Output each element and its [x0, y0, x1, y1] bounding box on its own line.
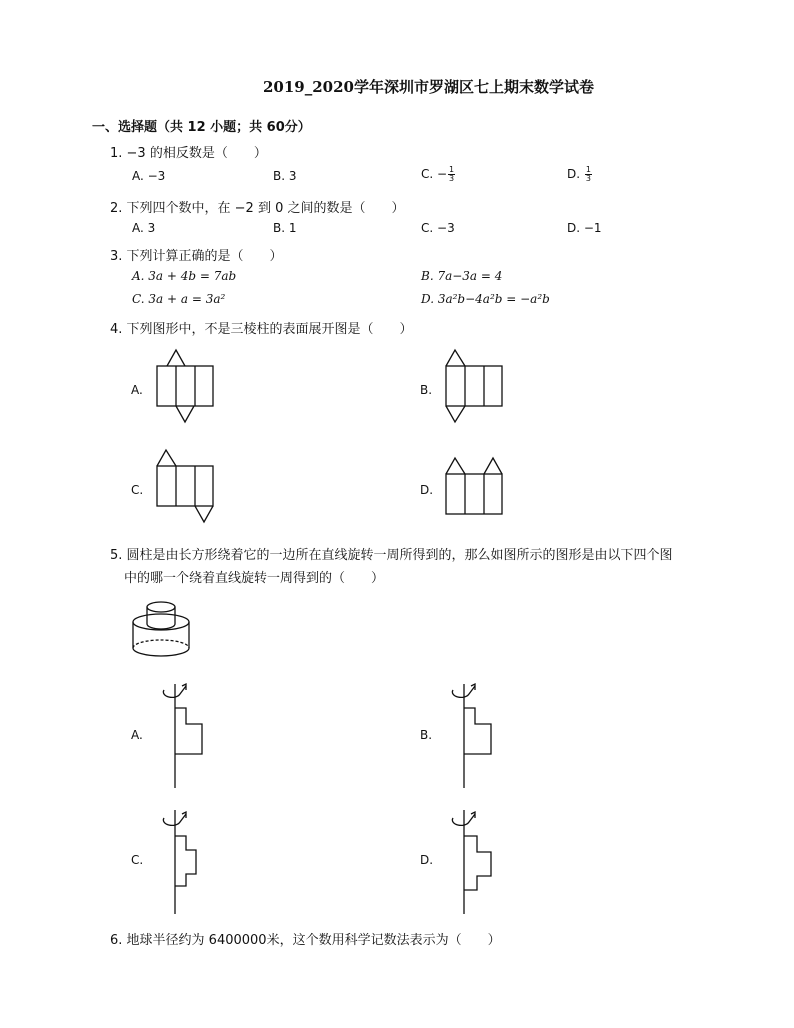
q4-option-b[interactable]: B.: [420, 383, 433, 397]
numerator: 1: [449, 165, 455, 174]
question-2-stem: 2. 下列四个数中，在 −2 到 0 之间的数是（ ）: [110, 201, 405, 216]
q1-option-b[interactable]: B. 3: [273, 169, 297, 183]
question-6-stem: 6. 地球半径约为 6400000米，这个数用科学记数法表示为（ ）: [110, 933, 501, 948]
question-5-stem-line-2: 中的哪一个绕着直线旋转一周得到的（ ）: [124, 571, 385, 586]
section-heading: 一、选择题（共 12 小题；共 60分）: [92, 120, 311, 135]
fraction: [448, 166, 455, 183]
q4-figure-d: [439, 448, 509, 528]
q5-figure-d: [439, 806, 499, 916]
q1-option-a[interactable]: A. −3: [132, 169, 166, 183]
fraction: [585, 166, 592, 183]
q3-option-a[interactable]: A. 3a + 4b = 7ab: [132, 269, 237, 283]
q5-option-d[interactable]: D.: [420, 853, 434, 867]
q5-option-a[interactable]: A.: [131, 728, 143, 742]
question-3-stem: 3. 下列计算正确的是（ ）: [110, 249, 283, 264]
question-5-stem-line-1: 5. 圆柱是由长方形绕着它的一边所在直线旋转一周所得到的，那么如图所示的图形是由以下四个图: [110, 548, 673, 563]
q5-figure-c: [150, 806, 210, 916]
q4-option-d[interactable]: D.: [420, 483, 434, 497]
q3-option-c[interactable]: C. 3a + a = 3a²: [132, 292, 226, 306]
q4-figure-a: [150, 348, 220, 428]
q5-figure-b: [439, 680, 499, 790]
q5-figure-a: [150, 680, 210, 790]
q4-option-c[interactable]: C.: [131, 483, 144, 497]
q1-option-d-label: D.: [567, 167, 584, 181]
numerator: 1: [585, 165, 591, 174]
q2-option-d[interactable]: D. −1: [567, 221, 602, 235]
q2-option-b[interactable]: B. 1: [273, 221, 297, 235]
denominator: 3: [449, 174, 455, 183]
question-1-stem: 1. −3 的相反数是（ ）: [110, 146, 267, 161]
question-4-stem: 4. 下列图形中，不是三棱柱的表面展开图是（ ）: [110, 322, 413, 337]
q4-option-a[interactable]: A.: [131, 383, 143, 397]
q2-option-a[interactable]: A. 3: [132, 221, 156, 235]
q1-option-c[interactable]: [421, 166, 455, 183]
q1-option-c-label: C. −: [421, 167, 448, 181]
page-title: 2019_2020学年深圳市罗湖区七上期末数学试卷: [263, 78, 594, 96]
q2-option-c[interactable]: C. −3: [421, 221, 455, 235]
q1-option-d[interactable]: [567, 166, 592, 183]
denominator: 3: [585, 174, 591, 183]
q4-figure-b: [439, 348, 509, 428]
q3-option-b[interactable]: B. 7a−3a = 4: [421, 269, 503, 283]
q5-solid-figure: [128, 596, 228, 666]
q5-option-c[interactable]: C.: [131, 853, 144, 867]
q5-option-b[interactable]: B.: [420, 728, 433, 742]
q3-option-d[interactable]: D. 3a²b−4a²b = −a²b: [421, 292, 550, 306]
q4-figure-c: [150, 448, 220, 528]
